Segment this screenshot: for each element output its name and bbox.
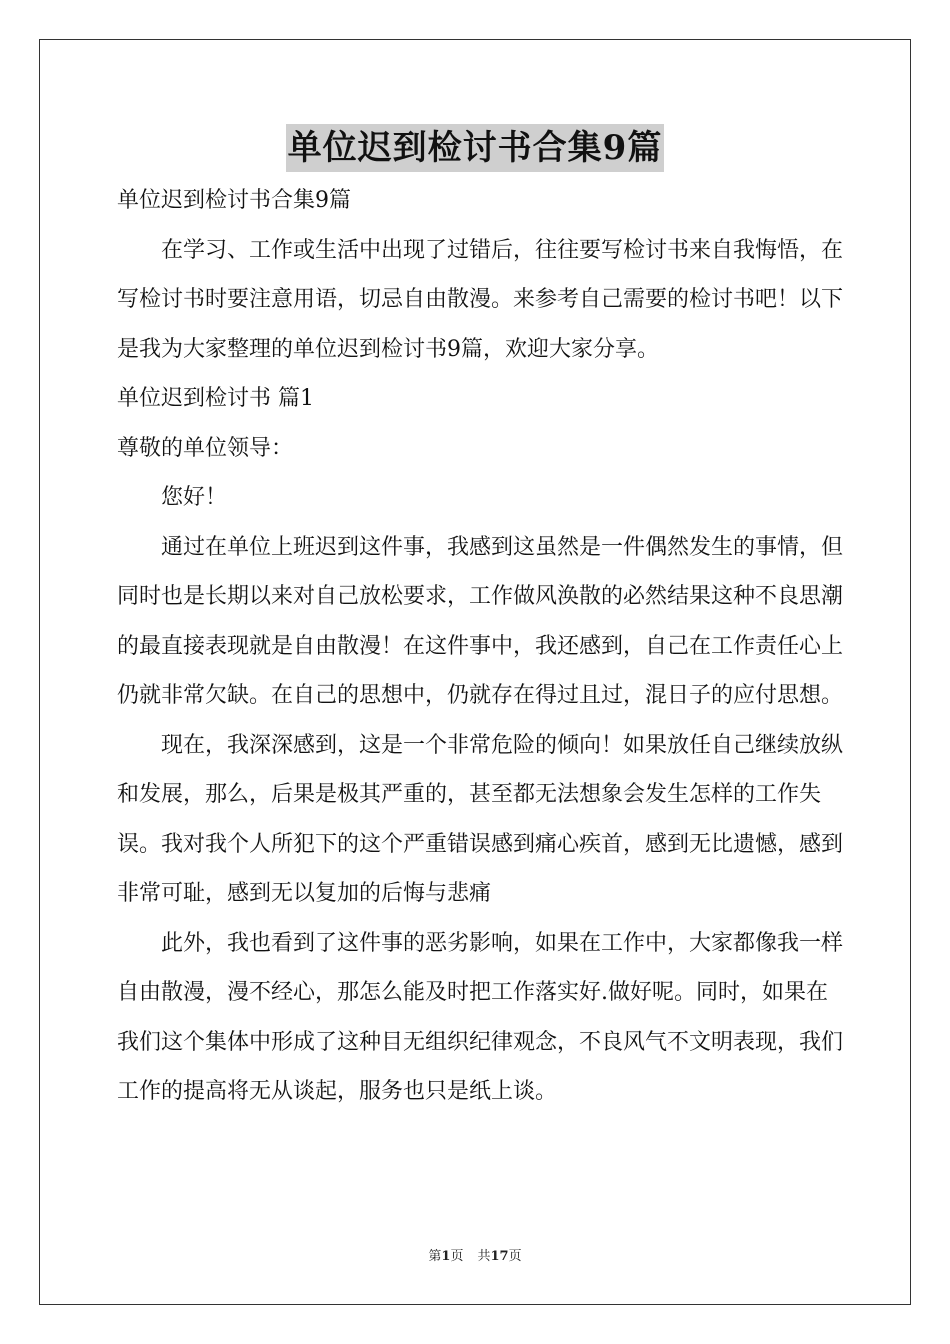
- title-wrap: [0, 124, 950, 172]
- document-body: [117, 176, 847, 1117]
- body-paragraph: 通过在单位上班迟到这件事，我感到这虽然是一件偶然发生的事情，但同时也是长期以来对自己放松要求，工作做风涣散的必然结果这种不良思潮的最直接表现就是自由散漫！在这件事中，我还感到，自己在工作责任心上仍就非常欠缺。在自己的思想中，仍就存在得过且过，混日子的应付思想。: [117, 534, 844, 708]
- page-number: 1: [441, 1249, 451, 1264]
- document-subtitle: 单位迟到检讨书合集9篇: [117, 188, 351, 213]
- greeting: 您好！: [161, 485, 228, 510]
- page-suffix: 页: [450, 1249, 464, 1264]
- total-suffix: 页: [508, 1249, 522, 1264]
- total-pages: 17: [490, 1249, 509, 1264]
- body-paragraph: 此外，我也看到了这件事的恶劣影响，如果在工作中，大家都像我一样自由散漫，漫不经心，那怎么能及时把工作落实好.做好呢。同时，如果在我们这个集体中形成了这种目无组织纪律观念，不良风气不文明表现，我们工作的提高将无从谈起，服务也只是纸上谈。: [117, 930, 844, 1104]
- page-prefix: 第: [428, 1249, 442, 1264]
- salutation: 尊敬的单位领导：: [117, 435, 294, 461]
- intro-paragraph: 在学习、工作或生活中出现了过错后，往往要写检讨书来自我悔悟，在写检讨书时要注意用语，切忌自由散漫。来参考自己需要的检讨书吧！以下是我为大家整理的单位迟到检讨书9篇，欢迎大家分享。: [117, 237, 844, 362]
- total-prefix: 共: [477, 1249, 491, 1264]
- page-footer: [0, 1248, 950, 1266]
- body-paragraph: 现在，我深深感到，这是一个非常危险的倾向！如果放任自己继续放纵和发展，那么，后果是极其严重的，甚至都无法想象会发生怎样的工作失误。我对我个人所犯下的这个严重错误感到痛心疾首，感到无比遗憾，感到非常可耻，感到无以复加的后悔与悲痛: [117, 732, 844, 906]
- document-title: 单位迟到检讨书合集9篇: [286, 124, 665, 172]
- section-heading: 单位迟到检讨书 篇1: [117, 386, 314, 411]
